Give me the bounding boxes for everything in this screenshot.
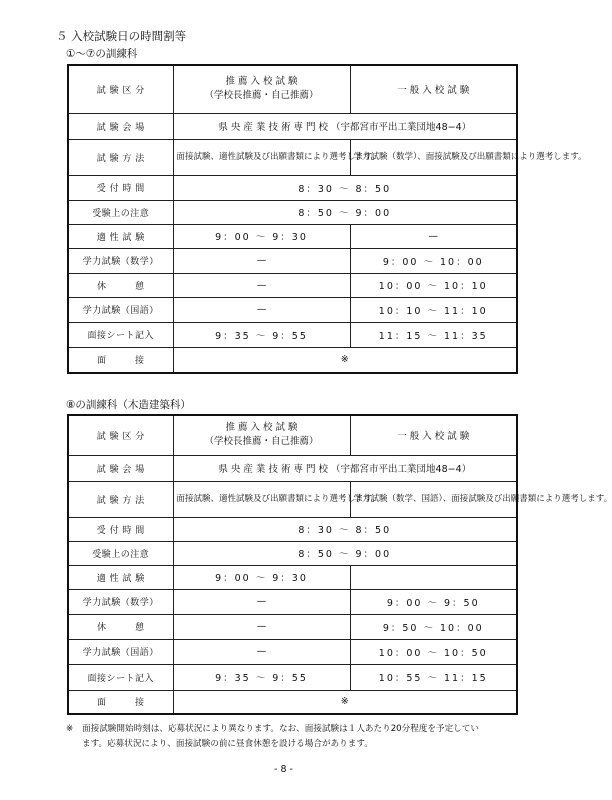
table-row [68,175,517,200]
table-row [68,481,517,517]
table-row [68,65,517,113]
header-suisen-line1: 推 薦 入 校 試 験 [225,76,298,88]
break-suisen: — [173,273,350,297]
break-ippan: 9：50 ～ 10：00 [350,614,517,639]
method-suisen: 面接試験、適性試験及び出願書類により選考します。 [173,481,350,517]
reception-time: 8：30 ～ 8：50 [173,517,517,541]
header-ippan: 一 般 入 校 試 験 [350,65,517,113]
page-number: - 8 - [274,764,293,775]
method-ippan: 学力試験（数学）、面接試験及び出願書類により選考します。 [350,139,517,175]
math-ippan: 9：00 ～ 10：00 [350,248,517,273]
sheet-label: 面接シート記入 [68,664,173,690]
interview-label: 面 接 [68,347,173,373]
japanese-label: 学力試験（国語） [68,297,173,322]
table-row [68,614,517,639]
sheet-suisen: 9：35 ～ 9：55 [173,322,350,347]
header-suisen [173,415,350,455]
table-row [68,347,517,373]
header-suisen-line2: （学校長推薦・自己推薦） [204,436,319,448]
japanese-label: 学力試験（国語） [68,639,173,664]
math-suisen: — [173,248,350,273]
schedule-table-1 [67,64,587,374]
japanese-ippan: 10：00 ～ 10：50 [350,639,517,664]
table-row [68,541,517,565]
table-row [68,200,517,224]
japanese-suisen: — [173,639,350,664]
header-suisen-line2: （学校長推薦・自己推薦） [204,90,319,102]
sheet-label: 面接シート記入 [68,322,173,347]
sheet-ippan: 10：55 ～ 11：15 [350,664,517,690]
notice-time: 8：50 ～ 9：00 [173,541,517,565]
aptitude-ippan [350,565,517,589]
aptitude-suisen: 9：00 ～ 9：30 [173,224,350,248]
table-row [68,690,517,714]
break-label: 休 憩 [68,614,173,639]
aptitude-ippan: — [350,224,517,248]
footnote-line-1: 面接試験開始時刻は、応募状況により異なります。なお、面接試験は１人あたり20分程度を予定してい [82,724,479,734]
break-label: 休 憩 [68,273,173,297]
reception-label: 受 付 時 間 [68,517,173,541]
header-ippan: 一 般 入 校 試 験 [350,415,517,455]
venue-value: 県 央 産 業 技 術 専 門 校 （宇都宮市平出工業団地48−4） [173,113,517,139]
table-row [68,565,517,589]
math-label: 学力試験（数学） [68,248,173,273]
reception-label: 受 付 時 間 [68,175,173,200]
method-label: 試 験 方 法 [68,139,173,175]
break-ippan: 10：00 ～ 10：10 [350,273,517,297]
table-row [68,297,517,322]
japanese-suisen: — [173,297,350,322]
section-heading: ５ 入校試験日の時間割等 [56,29,187,43]
table-row [68,224,517,248]
method-label: 試 験 方 法 [68,481,173,517]
sheet-ippan: 11：15 ～ 11：35 [350,322,517,347]
table-row [68,455,517,481]
aptitude-suisen: 9：00 ～ 9：30 [173,565,350,589]
header-suisen-line1: 推 薦 入 校 試 験 [225,422,298,434]
table-row [68,273,517,297]
table-row [68,639,517,664]
table-row [68,139,517,175]
schedule-table-2 [67,414,612,715]
table-row [68,517,517,541]
table-row [68,664,517,690]
notice-label: 受験上の注意 [68,541,173,565]
math-ippan: 9：00 ～ 9：50 [350,589,517,614]
aptitude-label: 適 性 試 験 [68,224,173,248]
header-category: 試 験 区 分 [68,65,173,113]
math-label: 学力試験（数学） [68,589,173,614]
table-row [68,322,517,347]
header-suisen [173,65,350,113]
table-row [68,248,517,273]
interview-label: 面 接 [68,690,173,714]
method-ippan: 学力試験（数学、国語）、面接試験及び出願書類により選考します。 [350,481,517,517]
venue-value: 県 央 産 業 技 術 専 門 校 （宇都宮市平出工業団地48−4） [173,455,517,481]
japanese-ippan: 10：10 ～ 11：10 [350,297,517,322]
footnote-line-2: ます。応募状況により、面接試験の前に昼食休憩を設ける場合があります。 [82,739,373,749]
table-row [68,589,517,614]
venue-label: 試 験 会 場 [68,113,173,139]
break-suisen: — [173,614,350,639]
reception-time: 8：30 ～ 8：50 [173,175,517,200]
footnote-mark: ※ [66,724,74,734]
subsection-title-1: ①～⑦の訓練科 [66,48,138,60]
interview-mark: ※ [173,690,517,714]
header-category: 試 験 区 分 [68,415,173,455]
notice-label: 受験上の注意 [68,200,173,224]
table-row [68,415,517,455]
sheet-suisen: 9：35 ～ 9：55 [173,664,350,690]
interview-mark: ※ [173,347,517,373]
subsection-title-2: ⑧の訓練科（木造建築科） [66,399,191,411]
table-row [68,113,517,139]
aptitude-label: 適 性 試 験 [68,565,173,589]
method-suisen: 面接試験、適性試験及び出願書類により選考します。 [173,139,350,175]
footnote [66,722,536,752]
math-suisen: — [173,589,350,614]
venue-label: 試 験 会 場 [68,455,173,481]
notice-time: 8：50 ～ 9：00 [173,200,517,224]
